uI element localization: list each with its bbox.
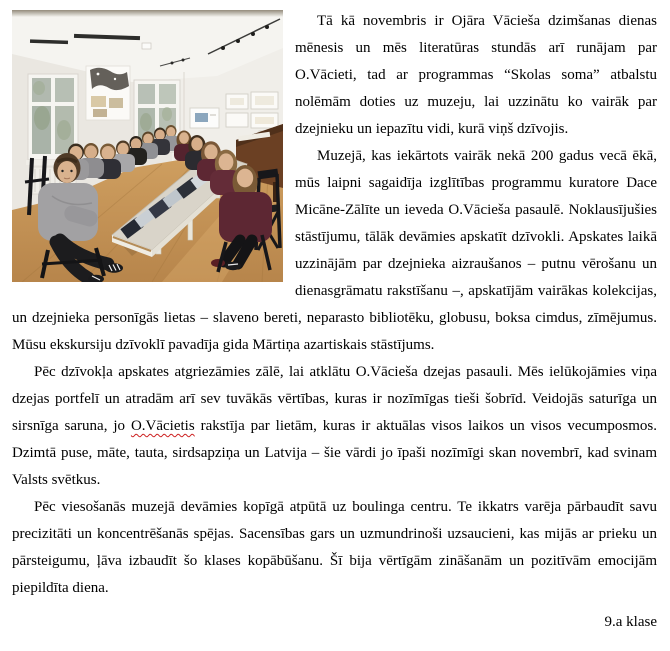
classroom-photo-illustration [12,10,283,282]
paragraph-3-text-before: Pēc dzīvokļa apskates atgriezāmies zālē, lai atklātu O.Vācieša dzejas pasauli. Mēs ielūkojāmies viņa dzejas portfelī un atradām arī sev tuvākās vērtības, kuras ir nozīmīgas tieši šobrīd. Veidojās saturīga un sirsnīga saruna, jo [12,364,657,434]
misspelled-word: O.Vācietis [130,418,195,434]
paragraph-1: Tā kā novembris ir Ojāra Vācieša dzimšanas dienas mēnesis un mēs literatūras stundās arī runājam par O.Vācieti, tad ar programmas “Skolas soma” atbalstu nolēmām doties uz muzeju, lai uzzinātu ko vairāk par dzejnieku un iepazītu vidi, kurā viņš dzīvojis. [295,13,657,137]
article-photo [12,10,283,282]
paragraph-2: Muzejā, kas iekārtots vairāk nekā 200 gadus vecā ēkā, mūs laipni sagaidīja izglītības programmu kuratore Dace Micāne-Zālīte un ieveda O.Vācieša pasaulē. Noklausījušies stāstījumu, tālāk devāmies apskatīt dzīvokli. Apskates laikā uzzinājām par dzejnieka aizraušanos – putnu vērošanu un dienasgrāmatu rakstīšanu –, apskatījām vairākas kolekcijas, un dzejnieka personīgās lietas – slaveno bereti, neparasto bibliotēku, globusu, boksa cimdus, zīmējumus. Mūsu ekskursiju dzīvoklī pavadīja gida Mārtiņa azartiskais stāstījums. [12,148,657,353]
paragraph-3-text-after: rakstīja par lietām, kuras ir aktuālas visos laikos un visos vecumposmos. Dzimtā puse, māte, tauta, sirdsapziņa un Latvija – šie vārdi jo īpaši nozīmīgi skan novembrī, kad svinam Valsts svētkus. [12,418,657,488]
paragraph-4: Pēc viesošanās muzejā devāmies kopīgā atpūtā uz boulinga centru. Te ikkatrs varēja pārbaudīt savu precizitāti un koncentrēšanās spējas. Sacensības gars un uzmundrinoši uzsaucieni, kas mijās ar prieku un pārsteigumu, ļāva izbaudīt šo klases kopābūšanu. Šī bija vērtīgām zināšanām un pozitīvām emocijām piepildīta diena. [12,499,657,596]
wall-banner [86,66,130,120]
paragraph-3 [12,359,657,494]
signature: 9.a klase [604,614,657,630]
